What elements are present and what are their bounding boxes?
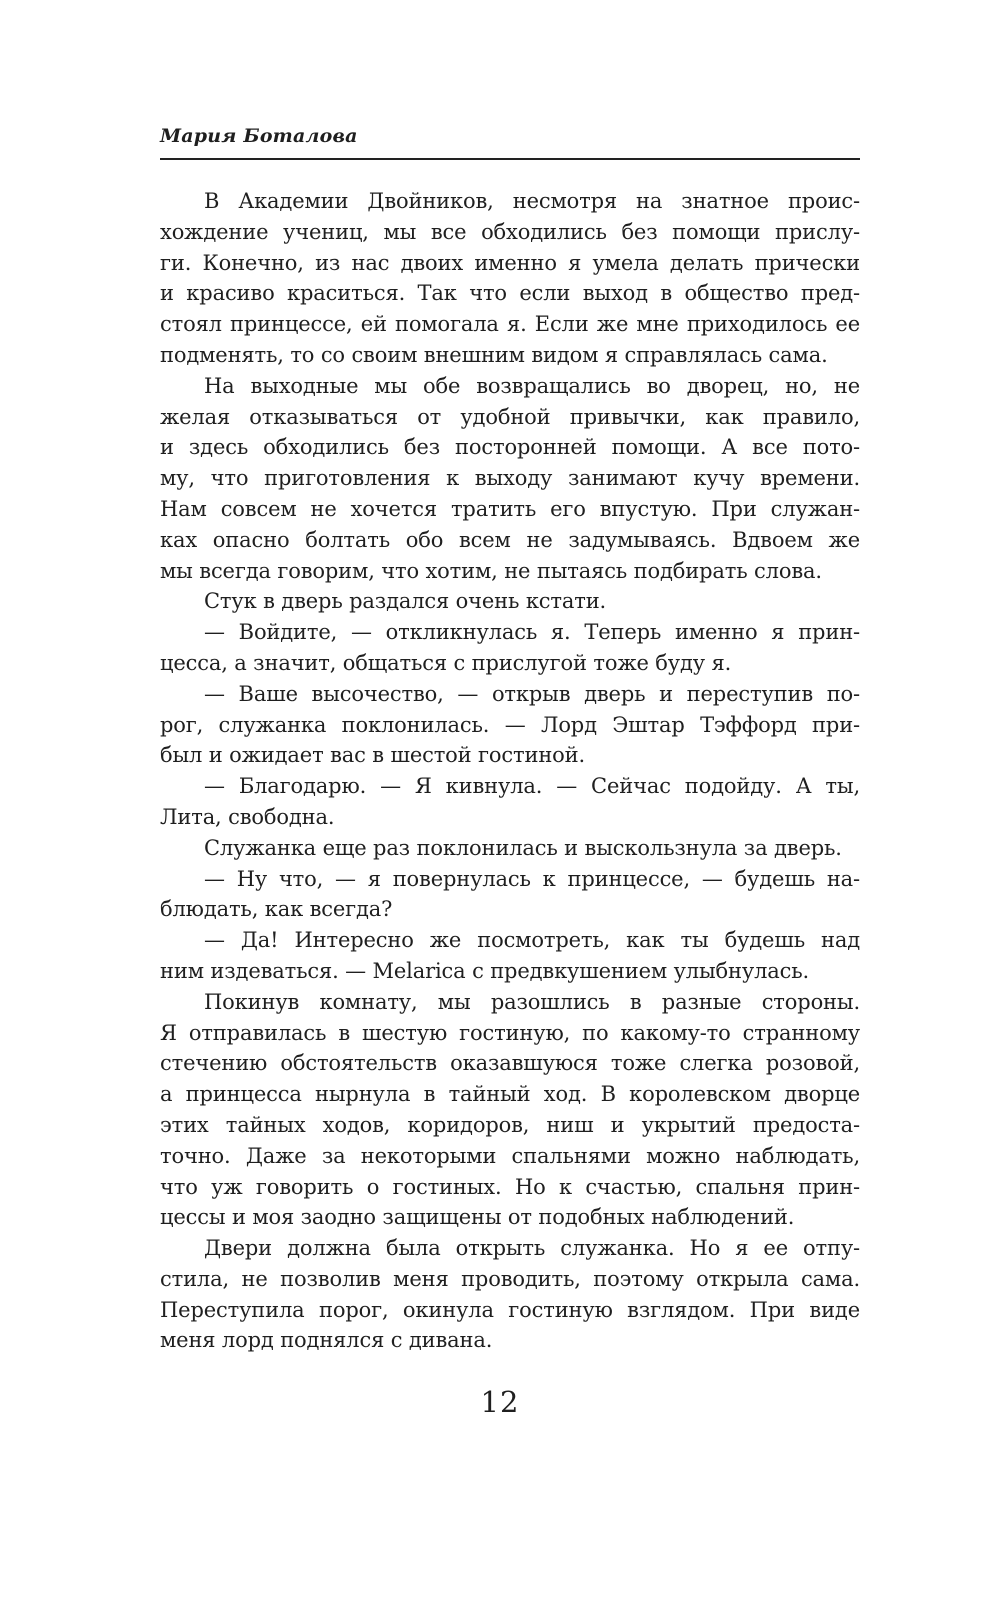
- text-line: Стук в дверь раздался очень кстати.: [204, 589, 607, 614]
- text-line: этих тайных ходов, коридоров, ниш и укрытий предоста-: [160, 1112, 860, 1137]
- text-line: был и ожидает вас в шестой гостиной.: [160, 743, 586, 768]
- text-line: Нам совсем не хочется тратить его впустую. При служан-: [160, 496, 860, 521]
- text-line: и красиво краситься. Так что если выход в общество пред-: [160, 281, 860, 306]
- text-line: ках опасно болтать обо всем не задумываясь. Вдвоем же: [160, 527, 860, 552]
- text-line: стила, не позволив меня проводить, поэтому открыла сама.: [160, 1266, 860, 1291]
- text-line: и здесь обходились без посторонней помощи. А все пото-: [160, 435, 860, 460]
- running-header: [160, 122, 860, 160]
- text-line: что уж говорить о гостиных. Но к счастью, спальня прин-: [160, 1174, 860, 1199]
- text-line: ним издеваться. — Melarica с предвкушением улыбнулась.: [160, 958, 810, 983]
- text-line: ги. Конечно, из нас двоих именно я умела делать прически: [160, 250, 860, 275]
- text-line: Переступила порог, окинула гостиную взглядом. При виде: [160, 1297, 860, 1322]
- text-line: Лита, свободна.: [160, 804, 335, 829]
- text-line: блюдать, как всегда?: [160, 897, 393, 922]
- text-line: На выходные мы обе возвращались во дворец, но, не: [204, 373, 860, 398]
- text-line: рог, служанка поклонилась. — Лорд Эштар Тэффорд при-: [160, 712, 860, 737]
- text-line: цесса, а значит, общаться с прислугой тоже буду я.: [160, 650, 732, 675]
- text-line: — Благодарю. — Я кивнула. — Сейчас подойду. А ты,: [204, 774, 860, 799]
- text-line: — Ну что, — я повернулась к принцессе, — будешь на-: [204, 866, 860, 891]
- text-line: стечению обстоятельств оказавшуюся тоже слегка розовой,: [160, 1051, 860, 1076]
- text-line: меня лорд поднялся с дивана.: [160, 1328, 493, 1353]
- text-line: Покинув комнату, мы разошлись в разные стороны.: [204, 989, 860, 1014]
- text-line: Я отправилась в шестую гостиную, по какому-то странному: [160, 1020, 860, 1045]
- text-line: желая отказываться от удобной привычки, как правило,: [160, 404, 860, 429]
- text-line: — Да! Интересно же посмотреть, как ты будешь над: [204, 928, 860, 953]
- text-line: а принцесса нырнула в тайный ход. В королевском дворце: [160, 1082, 860, 1107]
- text-line: — Войдите, — откликнулась я. Теперь именно я прин-: [204, 620, 860, 645]
- text-line: Служанка еще раз поклонилась и выскользнула за дверь.: [204, 835, 842, 860]
- text-line: стоял принцессе, ей помогала я. Если же мне приходилось ее: [160, 312, 860, 337]
- text-line: точно. Даже за некоторыми спальнями можно наблюдать,: [160, 1143, 860, 1168]
- body-text: [160, 186, 860, 1356]
- text-line: подменять, то со своим внешним видом я справлялась сама.: [160, 342, 828, 367]
- page-number: 12: [480, 1385, 520, 1419]
- text-line: му, что приготовления к выходу занимают кучу времени.: [160, 466, 860, 491]
- text-line: Двери должна была открыть служанка. Но я ее отпу-: [204, 1236, 860, 1261]
- text-line: В Академии Двойников, несмотря на знатное проис-: [204, 189, 860, 213]
- author-name: Мария Боталова: [160, 125, 358, 147]
- text-line: цессы и моя заодно защищены от подобных наблюдений.: [160, 1205, 795, 1230]
- text-line: мы всегда говорим, что хотим, не пытаясь подбирать слова.: [160, 558, 822, 583]
- text-line: — Ваше высочество, — открыв дверь и переступив по-: [204, 681, 860, 706]
- text-line: хождение учениц, мы все обходились без помощи прислу-: [160, 219, 860, 244]
